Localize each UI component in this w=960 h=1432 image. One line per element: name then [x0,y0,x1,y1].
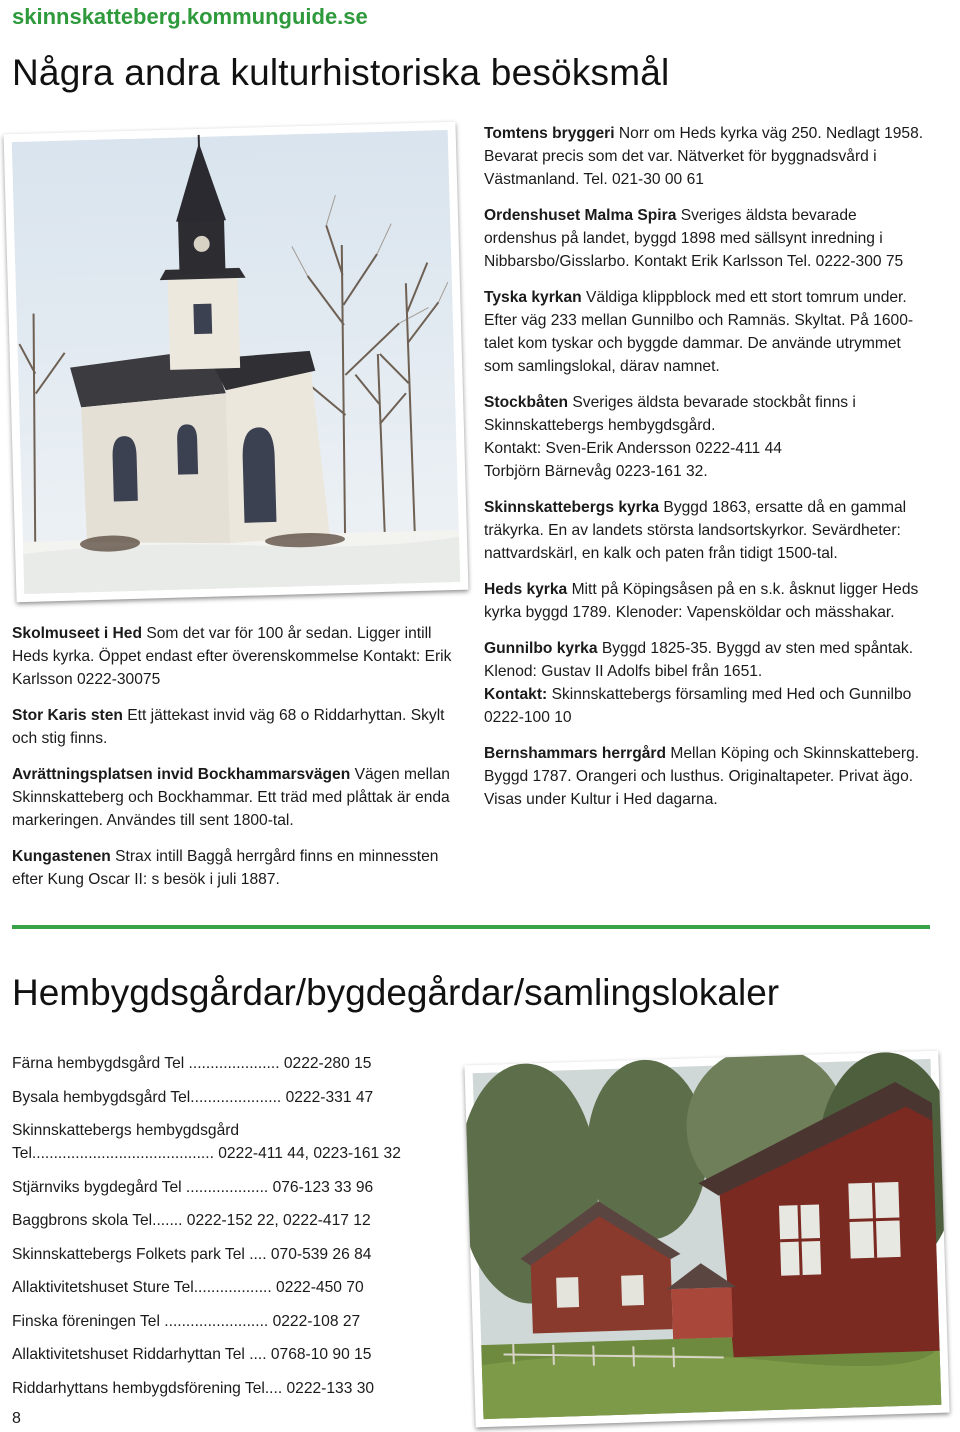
entry-kungastenen [12,845,460,891]
right-column [484,122,932,824]
entry-name: Bernshammars herrgård [484,745,667,762]
entry-name: Tomtens bryggeri [484,125,615,142]
entry-stockbaten [484,391,932,483]
entry-stor-karis-sten [12,704,460,750]
entry-ordenshuset [484,204,932,273]
entry-text: Sveriges äldsta bevarade stockbåt finns i Skinnskattebergs hembygdsgård. [484,394,856,434]
entry-name: Avrättningsplatsen invid Bockhammarsvägen [12,766,351,783]
list-item: Stjärnviks bygdegård Tel ................... 076-123 33 96 [12,1178,374,1196]
entry-text: Norr om Heds kyrka väg 250. Nedlagt 1958. Bevarat precis som det var. Nätverket för byggnadsvård i Västmanland. Tel. 021-30 00 61 [484,125,924,188]
entry-text: Ett jättekast invid väg 68 o Riddarhyttan. Skylt och stig finns. [12,707,445,747]
entry-contact: Kontakt: Sven-Erik Andersson 0222-411 44 [484,440,782,457]
entry-text: Byggd 1863, ersatte då en gammal träkyrka. En av landets största landsortskyrkor. Sevärdheter: nattvardskärl, en kalk och paten från tidigt 1500-tal. [484,499,907,562]
entry-skolmuseet [12,622,460,691]
list-item: Färna hembygdsgård Tel ..................... 0222-280 15 [12,1055,372,1072]
venue-list [12,1052,462,1410]
list-item: Finska föreningen Tel ........................ 0222-108 27 [12,1312,361,1330]
page-number: 8 [12,1410,21,1427]
entry-bernshammars-herrgard [484,742,932,811]
entry-name: Skolmuseet i Hed [12,625,142,642]
entry-text: Byggd 1825-35. Byggd av sten med spåntak. Klenod: Gustav II Adolfs bibel från 1651. [484,640,914,680]
entry-contact: Torbjörn Bärnevåg 0223-161 32. [484,463,708,480]
entry-skinnskattebergs-kyrka [484,496,932,565]
entry-name: Gunnilbo kyrka [484,640,598,657]
entry-tyska-kyrkan [484,286,932,378]
list-item-phone: Tel.......................................... 0222-411 44, 0223-161 32 [12,1145,401,1162]
left-column [12,622,460,904]
section-title-hembygdsgardar: Hembygdsgårdar/bygdegårdar/samlingslokaler [12,972,780,1013]
list-item: Riddarhyttans hembygdsförening Tel.... 0222-133 30 [12,1379,375,1397]
entry-text: Mitt på Köpingsåsen på en s.k. åsknut ligger Heds kyrka byggd 1789. Klenoder: Vapensköldar och mässhakar. [484,581,919,621]
entry-text: Sveriges äldsta bevarade ordenshus på landet, byggd 1898 med sällsynt inredning i Nibbarsbo/Gisslarbo. Kontakt Erik Karlsson Tel. 0222-300 75 [484,207,904,270]
entry-contact: Skinnskattebergs församling med Hed och Gunnilbo 0222-100 10 [484,686,912,726]
entry-name: Ordenshuset Malma Spira [484,207,677,224]
entry-gunnilbo-kyrka [484,637,932,729]
site-url: skinnskatteberg.kommunguide.se [12,4,368,29]
list-item [12,1119,462,1165]
entry-text: Som det var för 100 år sedan. Ligger intill Heds kyrka. Öppet endast efter överenskommelse Kontakt: Erik Karlsson 0222-30075 [12,625,452,688]
red-wooden-house-photo [464,1051,949,1428]
entry-name: Heds kyrka [484,581,568,598]
entry-text: Mellan Köping och Skinnskatteberg. Byggd 1787. Orangeri och lusthus. Originaltapeter. Privat ägo. Visas under Kultur i Hed dagarna. [484,745,920,808]
list-item-name: Skinnskattebergs hembygdsgård [12,1122,240,1139]
entry-name: Kungastenen [12,848,111,865]
entry-name: Stockbåten [484,394,569,411]
entry-heds-kyrka [484,578,932,624]
church-photo [4,122,469,602]
entry-avrattningsplatsen [12,763,460,832]
list-item: Allaktivitetshuset Riddarhyttan Tel .... 0768-10 90 15 [12,1346,372,1363]
list-item: Allaktivitetshuset Sture Tel.................. 0222-450 70 [12,1279,364,1296]
entry-text: Vägen mellan Skinnskatteberg och Bockhammar. Ett träd med plåttak är enda markeringen. Användes till sent 1800-tal. [12,766,450,829]
list-item: Baggbrons skola Tel....... 0222-152 22, 0222-417 12 [12,1212,371,1229]
section-divider [12,925,930,929]
section-title-kulturhistoriska: Några andra kulturhistoriska besöksmål [12,52,670,93]
entry-text: Strax intill Baggå herrgård finns en minnessten efter Kung Oscar II: s besök i juli 1887. [12,848,439,888]
entry-text: Väldiga klippblock med ett stort tomrum under. Efter väg 233 mellan Gunnilbo och Ramnäs. Skyltat. På 1600-talet kom tyskar och byggde dammar. De använde utrymmet som samlingslokal, därav namnet. [484,289,914,375]
entry-name: Tyska kyrkan [484,289,582,306]
contact-label: Kontakt: [484,686,548,703]
entry-name: Stor Karis sten [12,707,123,724]
entry-tomtens-bryggeri [484,122,932,191]
list-item: Skinnskattebergs Folkets park Tel .... 070-539 26 84 [12,1245,372,1263]
entry-name: Skinnskattebergs kyrka [484,499,660,516]
list-item: Bysala hembygdsgård Tel..................... 0222-331 47 [12,1088,374,1106]
